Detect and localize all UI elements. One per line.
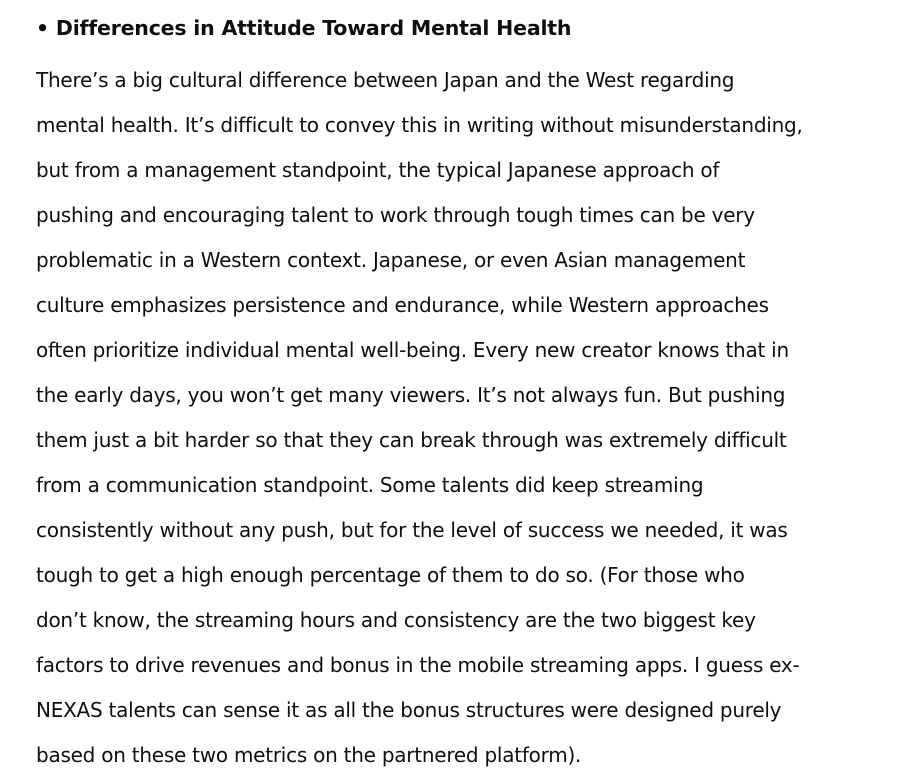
paragraph-line: based on these two metrics on the partnered platform). <box>36 743 582 767</box>
paragraph-line: tough to get a high enough percentage of them to do so. (For those who <box>36 563 745 587</box>
paragraph-line: There’s a big cultural difference between Japan and the West regarding <box>36 68 735 92</box>
paragraph-line: problematic in a Western context. Japanese, or even Asian management <box>36 248 746 272</box>
paragraph-line: mental health. It’s difficult to convey this in writing without misunderstanding, <box>36 113 803 137</box>
paragraph-line: factors to drive revenues and bonus in the mobile streaming apps. I guess ex- <box>36 653 800 677</box>
paragraph-line: culture emphasizes persistence and endurance, while Western approaches <box>36 293 769 317</box>
paragraph-line: consistently without any push, but for the level of success we needed, it was <box>36 518 788 542</box>
bullet-point: • <box>36 16 49 40</box>
paragraph-line: from a communication standpoint. Some talents did keep streaming <box>36 473 704 497</box>
paragraph-line: but from a management standpoint, the typical Japanese approach of <box>36 158 720 182</box>
paragraph-line: often prioritize individual mental well-being. Every new creator knows that in <box>36 338 789 362</box>
paragraph-line: NEXAS talents can sense it as all the bonus structures were designed purely <box>36 698 782 722</box>
paragraph-line: pushing and encouraging talent to work through tough times can be very <box>36 203 755 227</box>
section-heading <box>36 12 866 44</box>
paragraph-line: don’t know, the streaming hours and consistency are the two biggest key <box>36 608 756 632</box>
paragraph-line: them just a bit harder so that they can break through was extremely difficult <box>36 428 787 452</box>
section-heading-text: Differences in Attitude Toward Mental Health <box>55 16 572 40</box>
paragraph-line: the early days, you won’t get many viewers. It’s not always fun. But pushing <box>36 383 786 407</box>
article-section <box>36 12 866 778</box>
section-paragraph <box>36 58 866 778</box>
